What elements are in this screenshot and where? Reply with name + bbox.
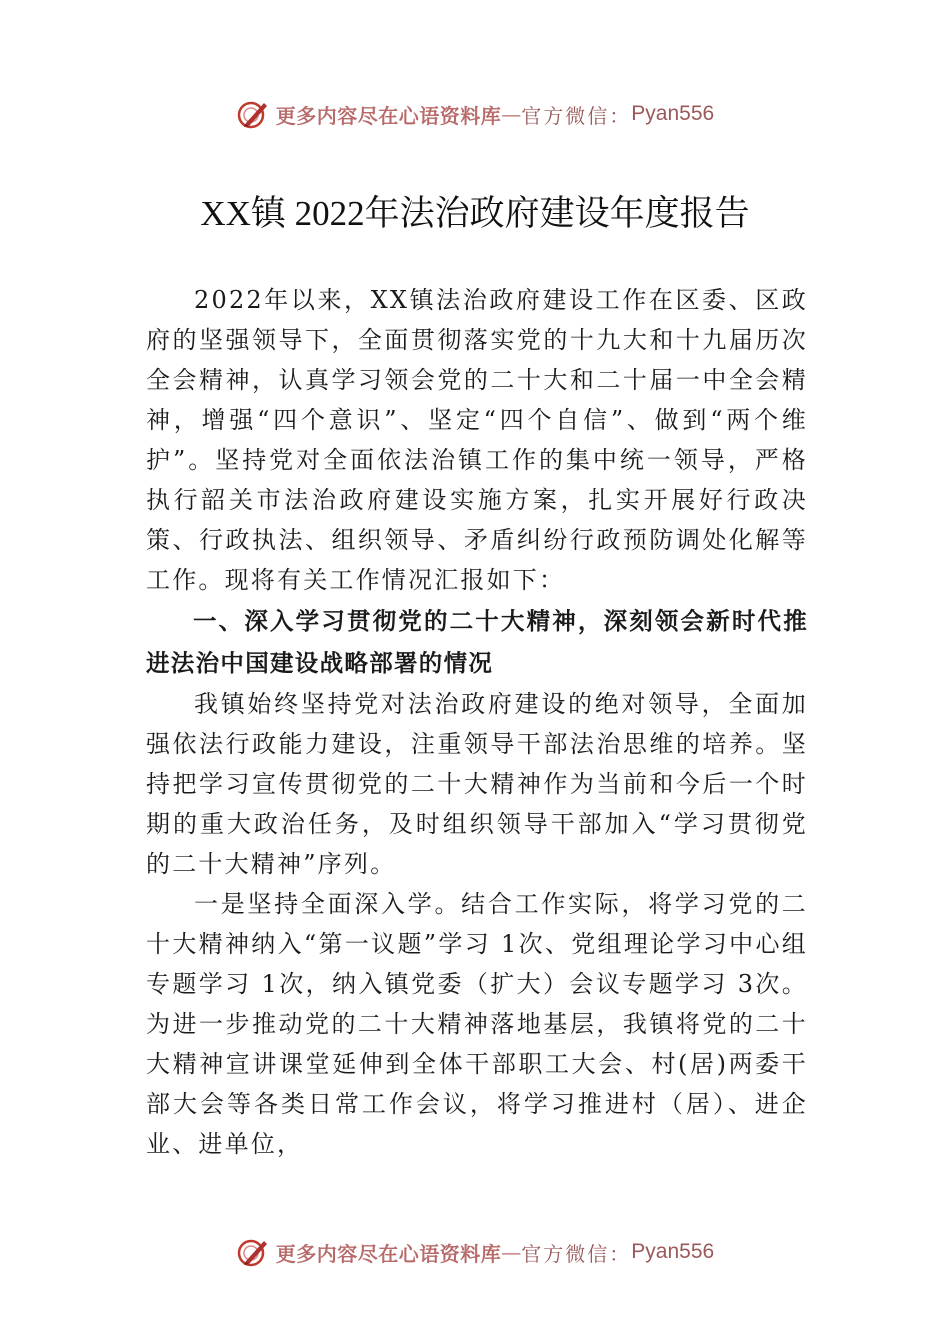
banner-official-label: 官方微信： [521,103,632,128]
banner-wechat-id: Pyan556 [631,102,715,125]
banner-brand-text: 更多内容尽在心语资料库 [275,1241,502,1266]
document-title: XX镇 2022年法治政府建设年度报告 [200,194,750,233]
banner-wechat-id: Pyan556 [631,1240,715,1263]
banner-dash: — [501,102,522,126]
pen-circle-logo-icon [236,1235,270,1269]
banner-dash: — [501,1240,522,1264]
header-banner [0,94,950,134]
section-1-paragraph-1: 我镇始终坚持党对法治政府建设的绝对领导，全面加强依法行政能力建设，注重领导干部法治思维的培养。坚持把学习宣传贯彻党的二十大精神作为当前和今后一个时期的重大政治任务，及时组织领导干部加入“学习贯彻党的二十大精神”序列。 [146,690,808,878]
section-1-heading: 一、深入学习贯彻党的二十大精神，深刻领会新时代推进法治中国建设战略部署的情况 [146,607,808,677]
banner-official-label: 官方微信： [521,1241,632,1266]
intro-paragraph: 2022年以来，XX镇法治政府建设工作在区委、区政府的坚强领导下，全面贯彻落实党的十九大和十九届历次全会精神，认真学习领会党的二十大和二十届一中全会精神，增强“四个意识”、坚定“四个自信”、做到“两个维护”。坚持党对全面依法治镇工作的集中统一领导，严格执行韶关市法治政府建设实施方案，扎实开展好行政决策、行政执法、组织领导、矛盾纠纷行政预防调处化解等工作。现将有关工作情况汇报如下： [146,286,808,594]
pen-circle-logo-icon [236,97,270,131]
section-1-paragraph-2: 一是坚持全面深入学。结合工作实际，将学习党的二十大精神纳入“第一议题”学习 1次、党组理论学习中心组专题学习 1次，纳入镇党委（扩大）会议专题学习 3次。为进一步推动党的二十大精神落地基层，我镇将党的二十大精神宣讲课堂延伸到全体干部职工大会、村(居)两委干部大会等各类日常工作会议，将学习推进村（居）、进企业、进单位， [146,890,808,1158]
banner-brand-text: 更多内容尽在心语资料库 [275,103,502,128]
footer-banner [0,1232,950,1272]
document-body [146,280,808,1164]
